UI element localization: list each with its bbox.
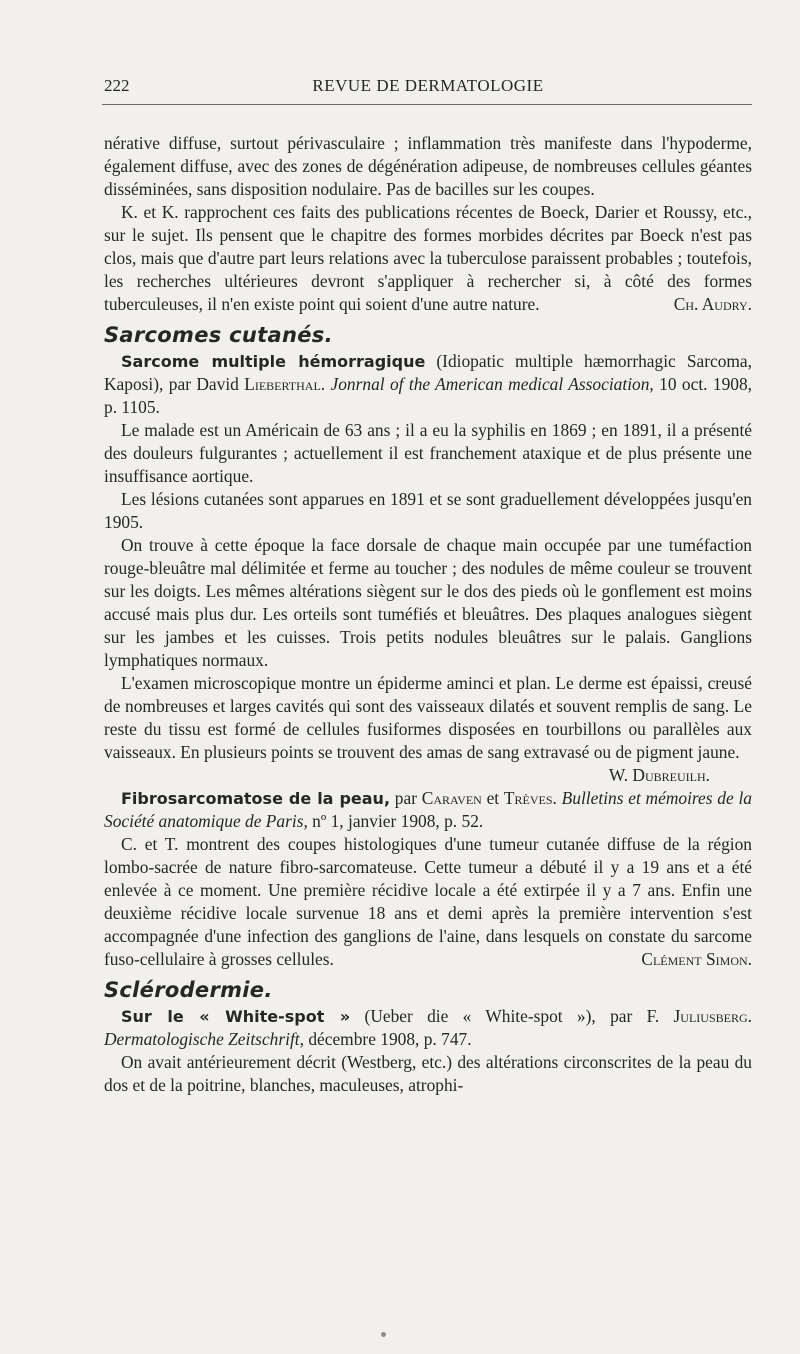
ref-text: décembre 1908, p. 747. xyxy=(303,1029,472,1049)
page-mark xyxy=(381,1332,386,1337)
signature-audry: Ch. Audry. xyxy=(673,294,752,314)
page-number: 222 xyxy=(104,76,130,95)
fibrosarcomatose-paragraph xyxy=(104,833,752,971)
ref-text: et xyxy=(481,788,504,808)
article-ref-kaposi xyxy=(104,350,752,419)
article-title-kaposi: Sarcome multiple hémorragique xyxy=(121,352,426,371)
page-body xyxy=(104,132,752,1097)
running-title: REVUE DE DERMATOLOGIE xyxy=(312,76,544,95)
signature-simon xyxy=(624,948,752,971)
author-treves: Trèves xyxy=(503,788,553,808)
intro-paragraph-1: nérative diffuse, surtout périvasculaire ; inflammation très manifeste dans l'hypoderme, également diffuse, avec des zones de dégénération adipeuse, de nombreuses cellules géantes disséminées, sans disposition nodulaire. Pas de bacilles sur les coupes. xyxy=(104,133,752,199)
running-header xyxy=(104,76,752,102)
kaposi-paragraph-3: On trouve à cette époque la face dorsale de chaque main occupée par une tuméfaction rouge-bleuâtre mal délimitée et ferme au toucher ; des nodules de même couleur se trouvent sur les doigts. Les mêmes altérations siègent sur le dos des pieds où le gonflement est moins accusé mais plus dur. Les orteils sont tuméfiés et bleuâtres. Des plaques analogues siègent sur les jambes et les cuisses. Trois petits nodules bleuâtres sur le palais. Ganglions lymphatiques normaux. xyxy=(104,535,752,670)
kaposi-paragraph-4: L'examen microscopique montre un épiderme aminci et plan. Le derme est épaissi, creusé de nombreuses et larges cavités qui sont des vaisseaux dilatés et souvent remplis de sang. Le reste du tissu est formé de cellules fusiformes disposées en tourbillons ou parallèles aux vaisseaux. En plusieurs points se trouvent des amas de sang extravasé ou de pigment jaune. xyxy=(104,673,752,762)
intro-paragraph-2 xyxy=(104,201,752,316)
article-ref-white-spot xyxy=(104,1005,752,1051)
ref-text: . xyxy=(552,788,562,808)
ref-text: 10 oct. 1908, p. 1105. xyxy=(104,374,753,417)
ref-text: nº 1, janvier 1908, p. 52. xyxy=(307,811,484,831)
kaposi-paragraph-1: Le malade est un Américain de 63 ans ; il a eu la syphilis en 1869 ; en 1891, il a présenté des douleurs fulgurantes ; actuellement il est franchement ataxique et de plus présente une insuffisance aortique. xyxy=(104,420,752,486)
white-spot-paragraph: On avait antérieurement décrit (Westberg, etc.) des altérations circonscrites de la peau du dos et de la poitrine, blanches, maculeuses, atrophi- xyxy=(104,1052,752,1095)
author-juliusberg: Juliusberg xyxy=(673,1006,748,1026)
kaposi-paragraph-2: Les lésions cutanées sont apparues en 1891 et se sont graduellement développées jusqu'en 1905. xyxy=(104,489,752,532)
section-heading-sclerodermie: Sclérodermie. xyxy=(104,978,273,1002)
signature-simon-text: Clément Simon. xyxy=(641,949,752,969)
ref-text: . xyxy=(747,1006,752,1026)
article-title-white-spot: Sur le « White-spot » xyxy=(121,1007,351,1026)
ref-text: . xyxy=(320,374,331,394)
ref-text: (Ueber die « White-spot »), par F. xyxy=(350,1006,674,1026)
ref-text: par xyxy=(390,788,422,808)
section-heading-sarcomes: Sarcomes cutanés. xyxy=(104,323,333,347)
header-rule xyxy=(102,104,752,105)
author-lieberthal: Lieberthal xyxy=(244,374,321,394)
signature-dubreuilh: W. Dubreuilh. xyxy=(608,765,710,785)
author-caraven: Caraven xyxy=(421,788,482,808)
ref-text: (Idiopatic multiple hæmorrhagic Sarcoma, Kaposi), par David xyxy=(104,351,753,394)
journal-name: Dermatologische Zeitschrift, xyxy=(104,1029,304,1049)
fibrosarcomatose-paragraph-text: C. et T. montrent des coupes histologiques d'une tumeur cutanée diffuse de la région lombo-sacrée de nature fibro-sarcomateuse. Cette tumeur a débuté il y a 19 ans et a été enlevée à ce moment. Une première récidive locale a été extirpée il y a 7 ans. Enfin une deuxième récidive locale survenue 18 ans et demi après la première intervention s'est accompagnée d'une infection des ganglions de l'aine, dans lesquels on constate du sarcome fuso-cellulaire à grosses cellules. xyxy=(104,834,752,969)
journal-name: Bulletins et mémoires de la Société anatomique de Paris, xyxy=(104,788,752,831)
intro-paragraph-2-text: K. et K. rapprochent ces faits des publications récentes de Boeck, Darier et Roussy, etc., sur le sujet. Ils pensent que le chapitre des formes morbides décrites par Boeck n'est pas clos, mais que d'autre part leurs relations avec la tuberculose paraissent probables ; toutefois, les recherches ultérieures devront s'appliquer à rechercher si, à côté des formes tuberculeuses, il n'en existe point qui soient d'une autre nature. xyxy=(104,202,752,314)
article-ref-fibrosarcomatose xyxy=(104,787,752,833)
journal-name: Jonrnal of the American medical Association, xyxy=(330,374,654,394)
article-title-fibrosarcomatose: Fibrosarcomatose de la peau, xyxy=(121,789,391,808)
